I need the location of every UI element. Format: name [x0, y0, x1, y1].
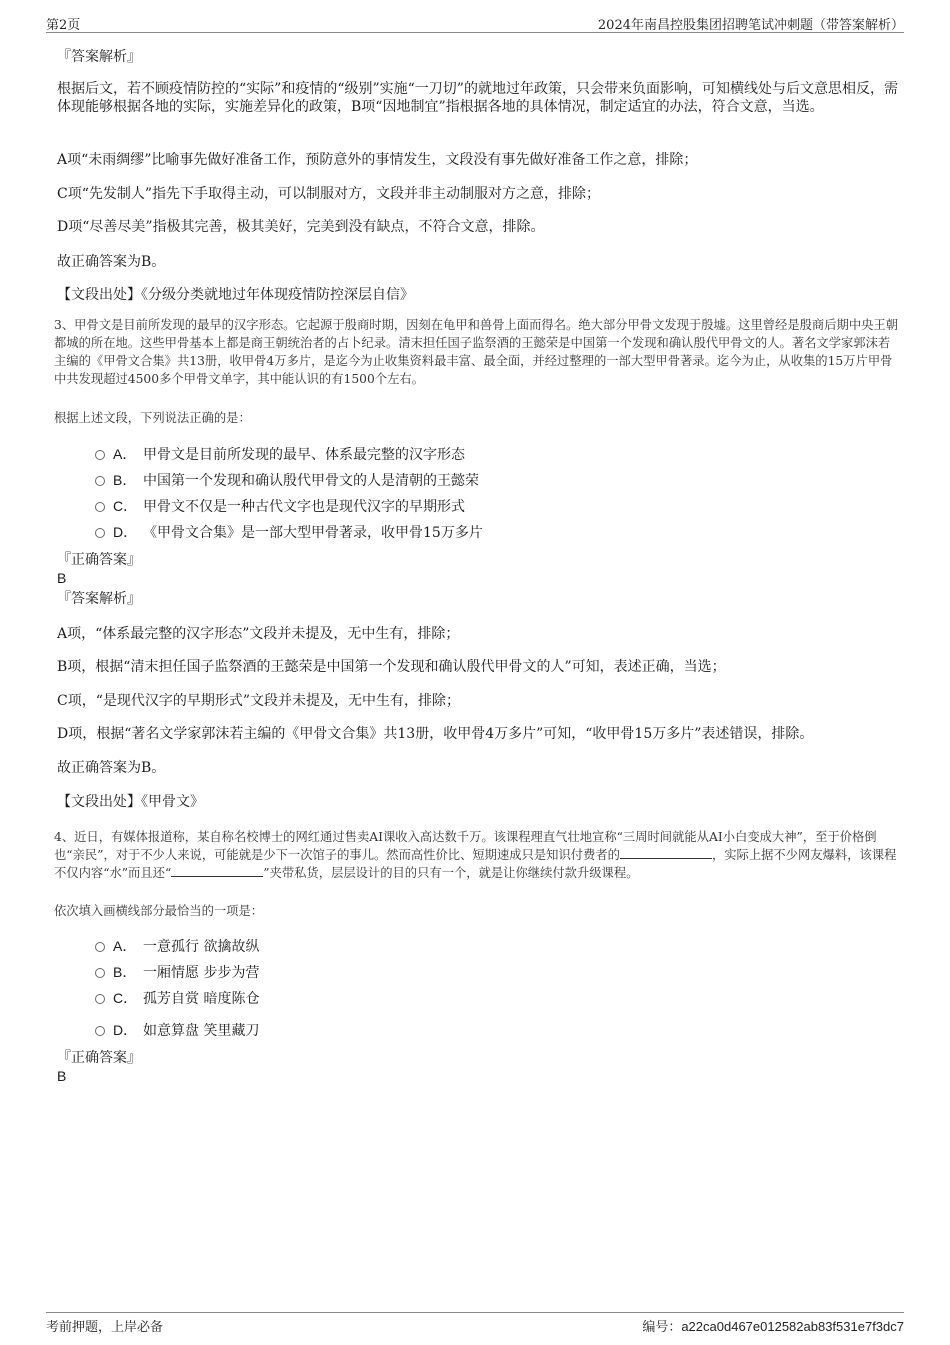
radio-icon[interactable]: [95, 450, 105, 460]
q4-prompt: 依次填入画横线部分最恰当的一项是：: [54, 904, 264, 918]
q3-answer-title: 『正确答案』: [57, 552, 141, 568]
q3-option-b[interactable]: B． 中国第一个发现和确认殷代甲骨文的人是清朝的王懿荣: [95, 471, 479, 490]
q3-analysis-title: 『答案解析』: [57, 591, 141, 607]
q2-analysis-text: 根据后文，若不顾疫情防控的“实际”和疫情的“级别”实施“一刀切”的就地过年政策，只会带来负面影响，可知横线处与后文意思相反，需体现能够根据各地的实际，实施差异化的政策，B项“因地制宜”指根据各地的具体情况，制定适宜的办法，符合文意，当选。: [57, 81, 898, 115]
q3-option-c[interactable]: C． 甲骨文不仅是一种古代文字也是现代汉字的早期形式: [95, 497, 465, 516]
radio-icon[interactable]: [95, 528, 105, 538]
page-footer: [46, 1312, 904, 1333]
page-header: [46, 14, 904, 33]
page-number: 第2页: [46, 18, 81, 33]
q2-option-a-analysis: A项“未雨绸缪”比喻事先做好准备工作，预防意外的事情发生，文段没有事先做好准备工作之意，排除；: [57, 152, 698, 168]
q3-answer: B: [57, 570, 67, 586]
q4-option-b[interactable]: B． 一厢情愿 步步为营: [95, 963, 259, 982]
q4-option-d[interactable]: D． 如意算盘 笑里藏刀: [95, 1021, 259, 1040]
radio-icon[interactable]: [95, 1026, 105, 1036]
q3-option-c-analysis: C项，“是现代汉字的早期形式”文段并未提及，无中生有，排除；: [57, 693, 461, 709]
q3-prompt: 根据上述文段，下列说法正确的是：: [54, 411, 251, 425]
q3-option-b-analysis: B项，根据“清末担任国子监祭酒的王懿荣是中国第一个发现和确认殷代甲骨文的人”可知，表述正确，当选；: [57, 659, 726, 675]
answer-blank-2: [171, 864, 263, 877]
q4-stem: 4、近日，有媒体报道称，某自称名校博士的网红通过售卖AI课收入高达数千万。该课程理直气壮地宣称“三周时间就能从AI小白变成大神”，至于价格倒也“亲民”，对于不少人来说，可能就是少下一次馆子的事儿。然而高性价比、短期速成只是知识付费者的 ，实际上据不少网友爆料，该课程不仅内容“水”而且还“ ”夹带私货，层层设计的目的只有一个，就是让你继续付款升级课程。: [54, 830, 897, 880]
q2-analysis-title: 『答案解析』: [57, 49, 141, 65]
q4-answer-title: 『正确答案』: [57, 1050, 141, 1066]
q3-option-a[interactable]: A． 甲骨文是目前所发现的最早、体系最完整的汉字形态: [95, 445, 465, 464]
radio-icon[interactable]: [95, 968, 105, 978]
q2-option-d-analysis: D项“尽善尽美”指极其完善，极其美好，完美到没有缺点，不符合文意，排除。: [57, 219, 545, 235]
document-code: 编号：a22ca0d467e012582ab83f531e7f3dc7: [642, 1319, 904, 1335]
radio-icon[interactable]: [95, 942, 105, 952]
q4-option-c[interactable]: C． 孤芳自赏 暗度陈仓: [95, 989, 259, 1008]
q4-answer: B: [57, 1068, 67, 1084]
q3-conclusion: 故正确答案为B。: [57, 760, 166, 776]
q3-source: 【文段出处】《甲骨文》: [57, 794, 204, 810]
answer-blank-1: [620, 846, 712, 859]
radio-icon[interactable]: [95, 994, 105, 1004]
q4-option-a[interactable]: A． 一意孤行 欲擒故纵: [95, 937, 259, 956]
q2-option-c-analysis: C项“先发制人”指先下手取得主动，可以制服对方，文段并非主动制服对方之意，排除；: [57, 186, 601, 202]
q3-option-d-analysis: D项，根据“著名文学家郭沫若主编的《甲骨文合集》共13册，收甲骨4万多片”可知，“收甲骨15万多片”表述错误，排除。: [57, 726, 814, 742]
radio-icon[interactable]: [95, 502, 105, 512]
q3-option-d[interactable]: D． 《甲骨文合集》是一部大型甲骨著录，收甲骨15万多片: [95, 523, 483, 542]
q3-stem: 3、甲骨文是目前所发现的最早的汉字形态。它起源于殷商时期，因刻在龟甲和兽骨上面而得名。绝大部分甲骨文发现于殷墟。这里曾经是殷商后期中央王朝都城的所在地。这些甲骨基本上都是商王朝统治者的占卜纪录。清末担任国子监祭酒的王懿荣是中国第一个发现和确认殷代甲骨文的人。著名文学家郭沫若主编的《甲骨文合集》共13册，收甲骨4万多片，是迄今为止收集资料最丰富、最全面，并经过整理的一部大型甲骨著录。迄今为止，从收集的15万片甲骨中共发现超过4500多个甲骨文单字，其中能认识的有1500个左右。: [54, 318, 899, 386]
radio-icon[interactable]: [95, 476, 105, 486]
footer-slogan: 考前押题，上岸必备: [46, 1320, 164, 1335]
document-title: 2024年南昌控股集团招聘笔试冲刺题（带答案解析）: [597, 18, 904, 33]
q3-option-a-analysis: A项，“体系最完整的汉字形态”文段并未提及，无中生有，排除；: [57, 626, 460, 642]
q2-conclusion: 故正确答案为B。: [57, 254, 166, 270]
q2-source: 【文段出处】《分级分类就地过年体现疫情防控深层自信》: [57, 287, 414, 303]
